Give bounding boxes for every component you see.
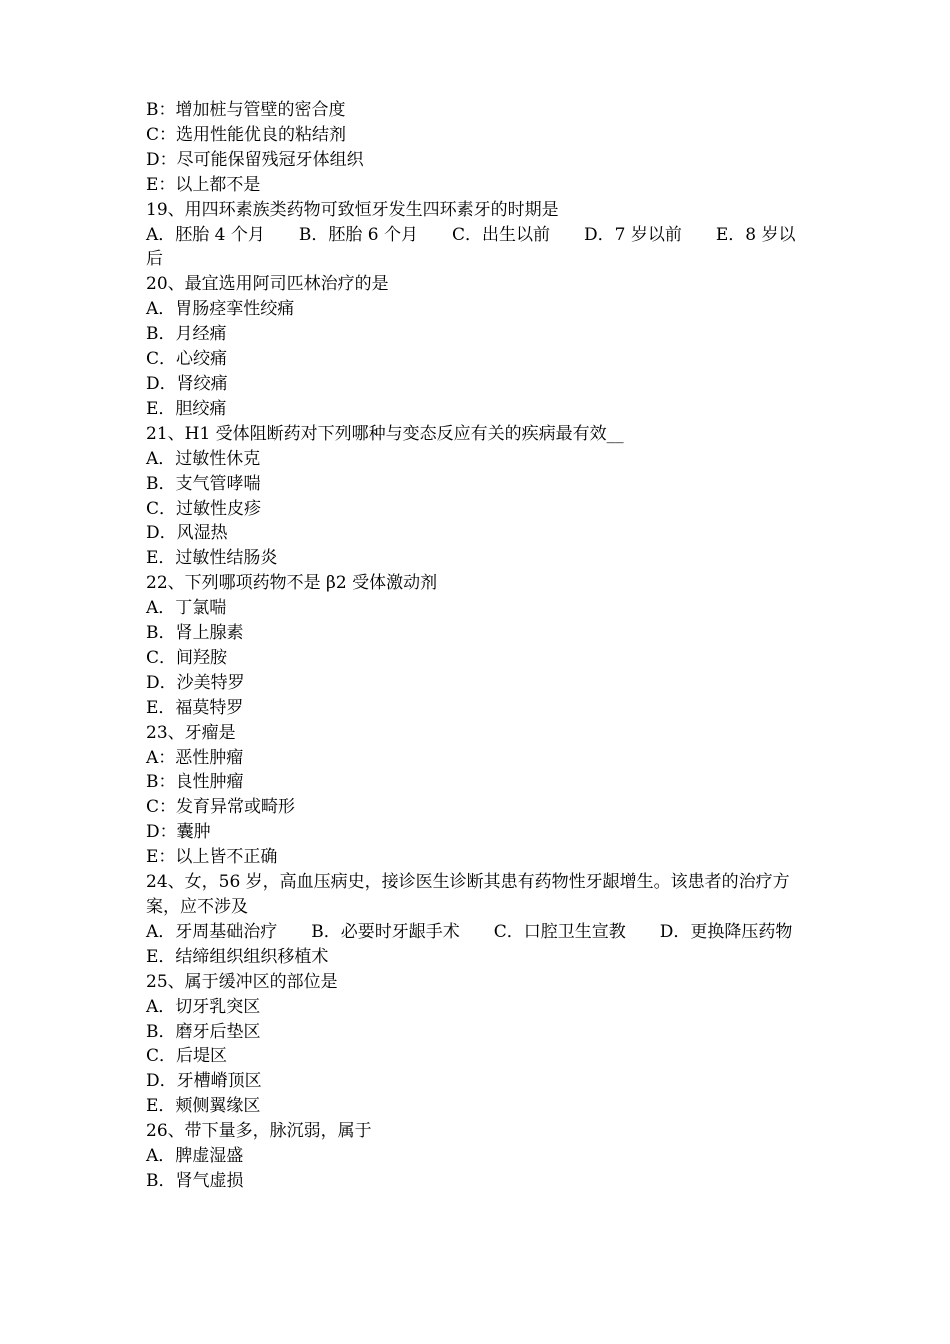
option-b-line: B：增加桩与管壁的密合度 — [146, 100, 346, 120]
question-20-option-e: E．胆绞痛 — [146, 398, 227, 419]
question-23-option-a: A：恶性肿瘤 — [146, 747, 244, 768]
question-19-options: A．胚胎 4 个月 B．胚胎 6 个月 C．出生以前 D．7 岁以前 E．8 岁以后 — [146, 224, 796, 270]
question-20: 20、最宜选用阿司匹林治疗的是 — [146, 274, 389, 295]
question-25-option-a: A．切牙乳突区 — [146, 996, 261, 1017]
question-26: 26、带下量多，脉沉弱，属于 — [146, 1121, 372, 1142]
question-22-option-b: B．肾上腺素 — [146, 623, 244, 644]
question-25-option-b: B．磨牙后垫区 — [146, 1021, 261, 1042]
question-25-option-d: D．牙槽嵴顶区 — [146, 1071, 262, 1092]
question-20-option-b: B．月经痛 — [146, 324, 227, 345]
option-e-line: E：以上都不是 — [146, 174, 261, 195]
question-21-option-d: D．风湿热 — [146, 523, 228, 544]
question-21: 21、H1 受体阻断药对下列哪种与变态反应有关的疾病最有效__ — [146, 423, 624, 444]
question-24-options: A．牙周基础治疗 B．必要时牙龈手术 C．口腔卫生宣教 D．更换降压药物 E．结缔组织组织移植术 — [146, 921, 827, 967]
question-25-option-e: E．颊侧翼缘区 — [146, 1096, 261, 1117]
question-22-option-a: A．丁氯喘 — [146, 598, 227, 619]
question-22-option-e: E．福莫特罗 — [146, 697, 244, 718]
question-23-option-c: C：发育异常或畸形 — [146, 797, 296, 818]
question-22: 22、下列哪项药物不是 β2 受体激动剂 — [146, 573, 438, 594]
question-22-option-d: D．沙美特罗 — [146, 672, 245, 693]
question-26-option-b: B．肾气虚损 — [146, 1170, 244, 1191]
question-26-option-a: A．脾虚湿盛 — [146, 1146, 244, 1167]
question-22-option-c: C．间羟胺 — [146, 647, 228, 668]
question-24: 24、女，56 岁，高血压病史，接诊医生诊断其患有药物性牙龈增生。该患者的治疗方案，应不涉及 — [146, 872, 790, 917]
option-d-line: D：尽可能保留残冠牙体组织 — [146, 149, 364, 170]
question-21-option-b: B．支气管哮喘 — [146, 473, 261, 494]
question-20-option-d: D．肾绞痛 — [146, 373, 228, 394]
question-25: 25、属于缓冲区的部位是 — [146, 971, 338, 992]
question-25-option-c: C．后堤区 — [146, 1046, 228, 1067]
question-23-option-b: B：良性肿瘤 — [146, 772, 244, 793]
question-23-option-d: D：囊肿 — [146, 822, 211, 843]
question-text-block — [146, 98, 827, 1194]
question-21-option-e: E．过敏性结肠炎 — [146, 548, 278, 569]
question-20-option-c: C．心绞痛 — [146, 349, 228, 370]
question-21-option-a: A．过敏性休克 — [146, 448, 261, 469]
question-23: 23、牙瘤是 — [146, 722, 236, 743]
option-c-line: C：选用性能优良的粘结剂 — [146, 124, 347, 145]
question-20-option-a: A．胃肠痉挛性绞痛 — [146, 299, 295, 320]
question-23-option-e: E：以上皆不正确 — [146, 847, 278, 868]
question-21-option-c: C．过敏性皮疹 — [146, 498, 262, 519]
question-19: 19、用四环素族类药物可致恒牙发生四环素牙的时期是 — [146, 199, 559, 220]
